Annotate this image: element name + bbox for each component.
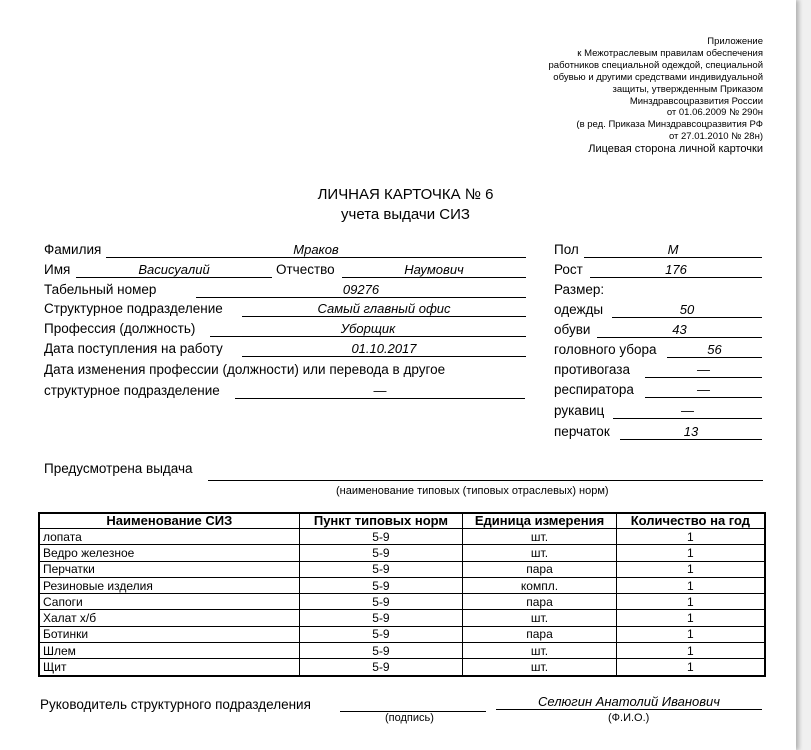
item-name: Щит bbox=[39, 659, 299, 676]
name-field[interactable]: Васисуалий bbox=[76, 261, 272, 278]
appendix-line: от 01.06.2009 № 290н bbox=[666, 107, 763, 119]
item-qty: 1 bbox=[616, 610, 765, 626]
mittens-size-field[interactable]: — bbox=[613, 402, 762, 419]
size-label: Размер: bbox=[554, 282, 605, 297]
height-field[interactable]: 176 bbox=[590, 261, 762, 278]
item-qty: 1 bbox=[616, 594, 765, 610]
patronymic-label: Отчество bbox=[276, 262, 335, 277]
appendix-line: защиты, утвержденным Приказом bbox=[612, 83, 763, 95]
signature-field[interactable] bbox=[340, 695, 486, 712]
mittens-size-label: рукавиц bbox=[554, 403, 605, 418]
appendix-line: от 27.01.2010 № 28н) bbox=[668, 131, 763, 143]
table-row bbox=[39, 577, 765, 593]
hat-size-field[interactable]: 56 bbox=[667, 341, 762, 358]
item-unit: шт. bbox=[463, 529, 617, 545]
name-label: Имя bbox=[44, 262, 71, 277]
appendix-line: к Межотраслевым правилам обеспечения bbox=[577, 47, 763, 59]
column-header-unit: Единица измерения bbox=[463, 513, 617, 529]
item-norm: 5-9 bbox=[299, 577, 462, 593]
shoes-size-label: обуви bbox=[554, 322, 591, 337]
hat-size-label: головного убора bbox=[554, 342, 657, 357]
provision-caption: (наименование типовых (типовых отраслевых) норм) bbox=[336, 485, 609, 497]
surname-label: Фамилия bbox=[44, 242, 102, 257]
column-header-norm: Пункт типовых норм bbox=[299, 513, 462, 529]
column-header-qty: Количество на год bbox=[616, 513, 765, 529]
appendix-line: (в ред. Приказа Минздравсоцразвития РФ bbox=[576, 119, 763, 131]
item-norm: 5-9 bbox=[299, 529, 462, 545]
profession-label: Профессия (должность) bbox=[44, 321, 196, 336]
item-norm: 5-9 bbox=[299, 594, 462, 610]
item-qty: 1 bbox=[616, 545, 765, 561]
item-unit: пара bbox=[463, 626, 617, 642]
item-unit: пара bbox=[463, 594, 617, 610]
item-name: Ботинки bbox=[39, 626, 299, 642]
table-row bbox=[39, 594, 765, 610]
fio-field[interactable]: Селюгин Анатолий Иванович bbox=[496, 693, 762, 710]
item-qty: 1 bbox=[616, 626, 765, 642]
fio-caption: (Ф.И.О.) bbox=[608, 712, 650, 724]
item-norm: 5-9 bbox=[299, 659, 462, 676]
height-label: Рост bbox=[554, 262, 583, 277]
respirator-size-label: респиратора bbox=[554, 382, 634, 397]
item-unit: шт. bbox=[463, 545, 617, 561]
appendix-line: обувью и другими средствами индивидуальной bbox=[553, 71, 763, 83]
gloves-size-label: перчаток bbox=[554, 424, 610, 439]
item-unit: пара bbox=[463, 561, 617, 577]
hire-date-field[interactable]: 01.10.2017 bbox=[242, 340, 526, 357]
item-unit: компл. bbox=[463, 577, 617, 593]
appendix-note bbox=[463, 36, 763, 156]
item-norm: 5-9 bbox=[299, 561, 462, 577]
signature-caption: (подпись) bbox=[385, 712, 434, 724]
appendix-side-note: Лицевая сторона личной карточки bbox=[588, 143, 763, 156]
gasmask-size-field[interactable]: — bbox=[645, 361, 762, 378]
item-qty: 1 bbox=[616, 577, 765, 593]
item-norm: 5-9 bbox=[299, 610, 462, 626]
item-name: лопата bbox=[39, 529, 299, 545]
appendix-line: Приложение bbox=[707, 36, 763, 47]
gloves-size-field[interactable]: 13 bbox=[620, 423, 762, 440]
department-field[interactable]: Самый главный офис bbox=[242, 300, 526, 317]
patronymic-field[interactable]: Наумович bbox=[342, 261, 526, 278]
department-label: Структурное подразделение bbox=[44, 301, 223, 316]
item-unit: шт. bbox=[463, 610, 617, 626]
table-row bbox=[39, 545, 765, 561]
sex-label: Пол bbox=[554, 242, 579, 257]
clothes-size-label: одежды bbox=[554, 302, 604, 317]
item-norm: 5-9 bbox=[299, 545, 462, 561]
ppe-table bbox=[38, 512, 766, 677]
provision-field[interactable] bbox=[208, 464, 763, 481]
change-date-field[interactable]: — bbox=[235, 382, 525, 399]
item-name: Сапоги bbox=[39, 594, 299, 610]
gasmask-size-label: противогаза bbox=[554, 362, 630, 377]
card-subtitle: учета выдачи СИЗ bbox=[341, 206, 470, 223]
item-qty: 1 bbox=[616, 643, 765, 659]
card-title: ЛИЧНАЯ КАРТОЧКА № 6 bbox=[317, 186, 494, 203]
item-norm: 5-9 bbox=[299, 643, 462, 659]
respirator-size-field[interactable]: — bbox=[645, 381, 762, 398]
sex-field[interactable]: М bbox=[584, 241, 762, 258]
change-date-label-2: структурное подразделение bbox=[44, 383, 220, 398]
item-name: Халат х/б bbox=[39, 610, 299, 626]
item-unit: шт. bbox=[463, 643, 617, 659]
table-row bbox=[39, 610, 765, 626]
item-qty: 1 bbox=[616, 529, 765, 545]
tab-number-label: Табельный номер bbox=[44, 282, 157, 297]
table-row bbox=[39, 659, 765, 676]
head-label: Руководитель структурного подразделения bbox=[40, 697, 311, 712]
table-row bbox=[39, 643, 765, 659]
clothes-size-field[interactable]: 50 bbox=[612, 301, 762, 318]
appendix-line: Минздравсоцразвития России bbox=[629, 95, 763, 107]
item-qty: 1 bbox=[616, 561, 765, 577]
item-qty: 1 bbox=[616, 659, 765, 676]
provision-label: Предусмотрена выдача bbox=[44, 461, 193, 476]
table-row bbox=[39, 626, 765, 642]
shoes-size-field[interactable]: 43 bbox=[597, 321, 762, 338]
tab-number-field[interactable]: 09276 bbox=[196, 281, 526, 298]
change-date-label: Дата изменения профессии (должности) или перевода в другое bbox=[44, 362, 446, 377]
table-row bbox=[39, 561, 765, 577]
surname-field[interactable]: Мраков bbox=[106, 241, 526, 258]
item-name: Шлем bbox=[39, 643, 299, 659]
item-norm: 5-9 bbox=[299, 626, 462, 642]
profession-field[interactable]: Уборщик bbox=[210, 320, 526, 337]
item-name: Резиновые изделия bbox=[39, 577, 299, 593]
appendix-line: работников специальной одеждой, специальной bbox=[548, 59, 763, 71]
table-header-row bbox=[39, 513, 765, 529]
item-name: Ведро железное bbox=[39, 545, 299, 561]
item-name: Перчатки bbox=[39, 561, 299, 577]
table-row bbox=[39, 529, 765, 545]
hire-date-label: Дата поступления на работу bbox=[44, 341, 223, 356]
item-unit: шт. bbox=[463, 659, 617, 676]
column-header-name: Наименование СИЗ bbox=[39, 513, 299, 529]
